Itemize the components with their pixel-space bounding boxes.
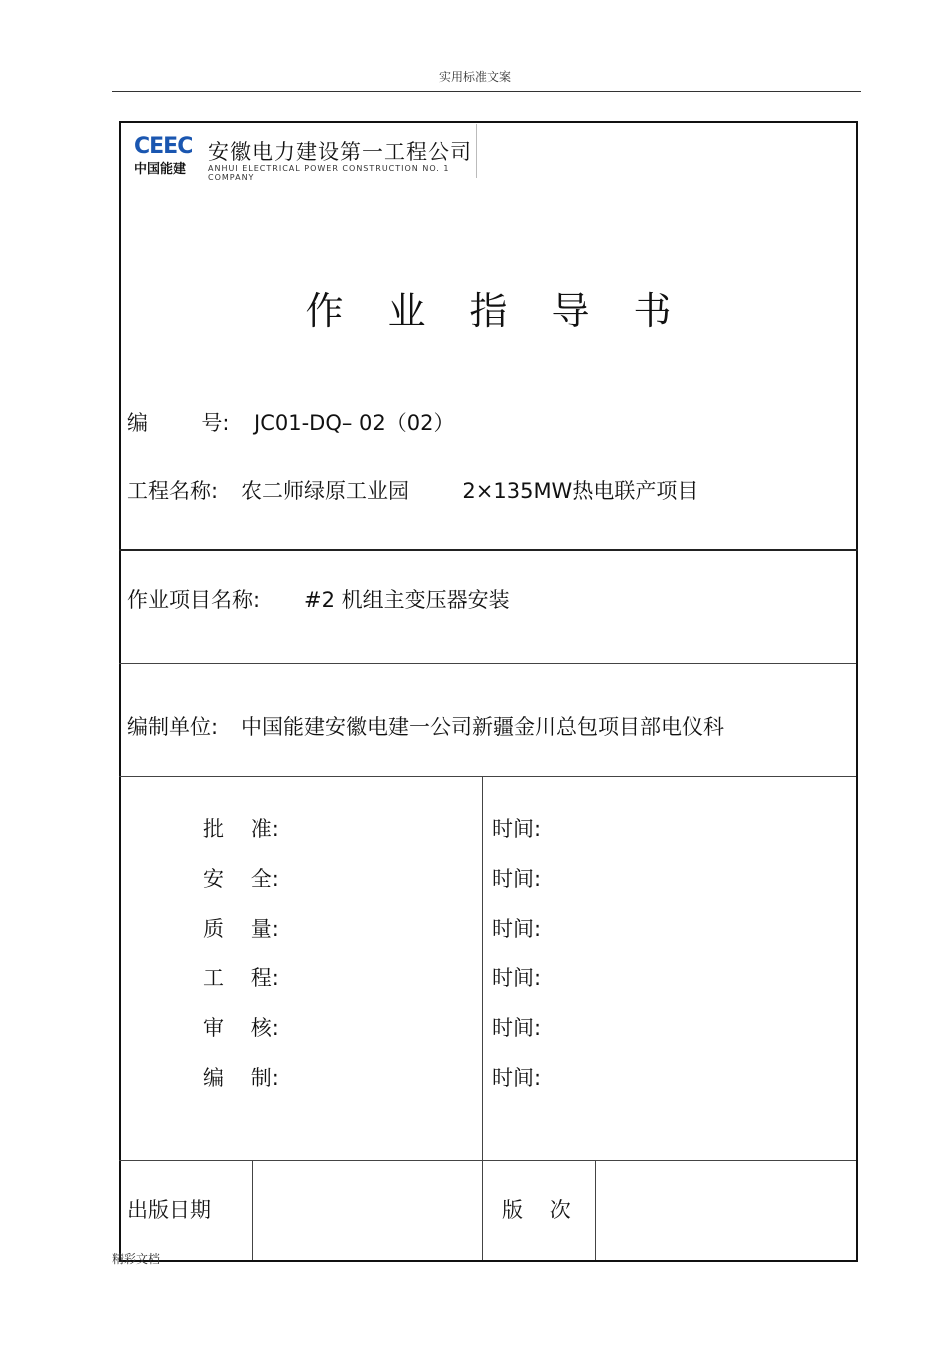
signoff-time-approve: 时间: — [492, 817, 542, 841]
signoff-time-review: 时间: — [492, 1016, 542, 1040]
signoff-role-approve: 批 准: — [203, 817, 279, 841]
signoff-time-engineering: 时间: — [492, 966, 542, 990]
unit-value: 中国能建安徽电建一公司新疆金川总包项目部电仪科 — [241, 715, 724, 739]
signoff-role-review: 审 核: — [203, 1016, 279, 1040]
divider-1 — [119, 549, 858, 551]
divider-3 — [119, 776, 856, 777]
company-logo — [126, 124, 477, 182]
task-value: #2 机组主变压器安装 — [304, 588, 510, 612]
bottom-divider-2 — [595, 1160, 596, 1260]
header-divider — [112, 91, 861, 92]
number-value: JC01-DQ– 02（02） — [254, 411, 455, 435]
unit-label: 编制单位: — [127, 715, 219, 739]
divider-4 — [119, 1160, 856, 1161]
signoff-role-safety: 安 全: — [203, 867, 279, 891]
signoff-role-quality: 质 量: — [203, 917, 279, 941]
version-label: 版 次 — [502, 1198, 571, 1222]
signoff-column-divider — [482, 776, 483, 1260]
bottom-divider-1 — [252, 1160, 253, 1260]
document-title: 作业指导书 — [305, 289, 716, 333]
divider-2 — [119, 663, 856, 664]
task-label: 作业项目名称: — [127, 588, 261, 612]
logo-mark-sub: 中国能建 — [134, 162, 187, 177]
signoff-role-engineering: 工 程: — [203, 966, 279, 990]
company-name-cn: 安徽电力建设第一工程公司 — [208, 140, 472, 164]
project-value: 农二师绿原工业园 2×135MW热电联产项目 — [241, 479, 699, 503]
signoff-role-compile: 编 制: — [203, 1066, 279, 1090]
company-name-en: ANHUI ELECTRICAL POWER CONSTRUCTION NO. 1 COMPANY — [208, 164, 450, 182]
publish-date-label: 出版日期 — [127, 1198, 211, 1222]
project-label: 工程名称: — [127, 479, 219, 503]
number-label: 编 号: — [127, 411, 230, 435]
page-header: 实用标准文案 — [438, 70, 511, 84]
signoff-time-compile: 时间: — [492, 1066, 542, 1090]
logo-mark: CEEC — [134, 134, 193, 159]
signoff-time-safety: 时间: — [492, 867, 542, 891]
page-footer: 精彩文档 — [112, 1252, 161, 1266]
signoff-time-quality: 时间: — [492, 917, 542, 941]
